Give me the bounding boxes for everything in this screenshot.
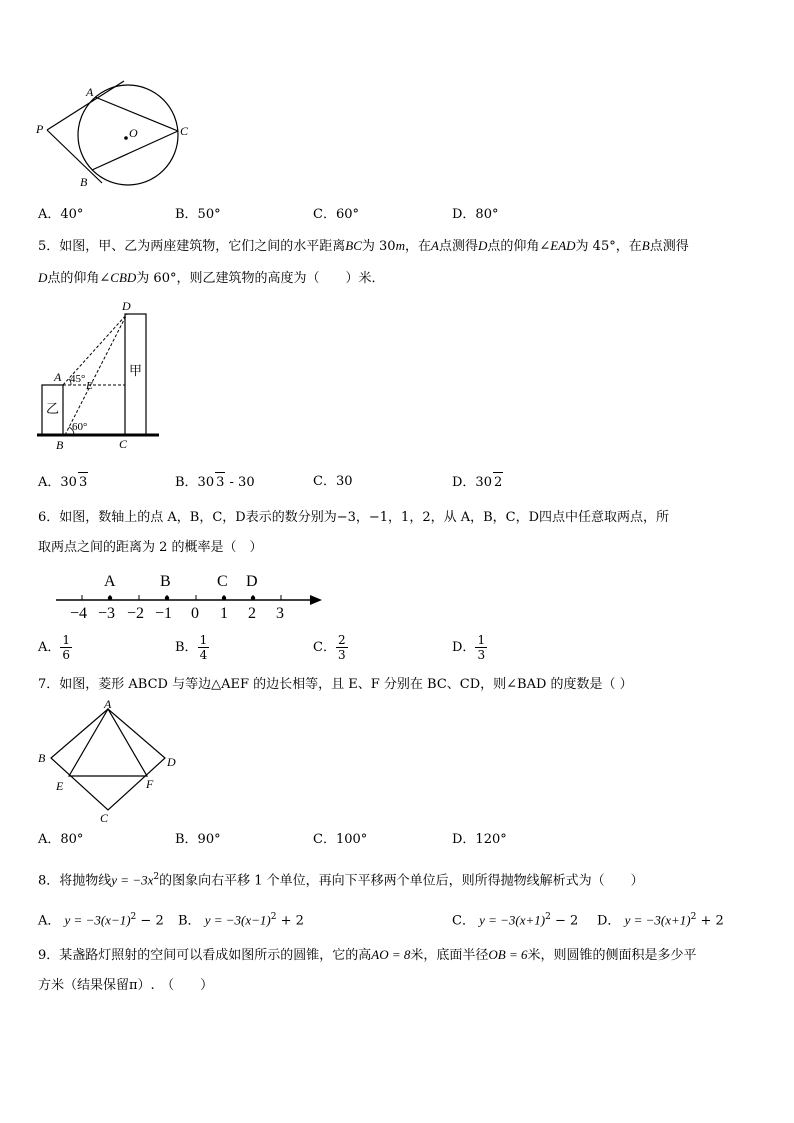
q7-text-line1: 7．如图，菱形 ABCD 与等边△AEF 的边长相等，且 E、F 分别在 BC、CD，则∠BAD 的度数是（ ）: [38, 677, 633, 692]
q4-tangent-pb: [47, 130, 102, 183]
q4-label-a: A: [86, 85, 94, 99]
q5-label-a: A: [54, 370, 62, 384]
q6-label-a: A: [104, 573, 116, 590]
q7-option-c: C．100°: [313, 832, 368, 847]
q5-label-jia: 甲: [129, 363, 143, 378]
q6-axis-arrow: [310, 595, 322, 605]
q5-label-60: 60°: [72, 421, 88, 433]
q6-tick-label: 1: [220, 605, 228, 622]
q4-label-b: B: [80, 175, 88, 189]
q6-tick-label: −3: [98, 605, 116, 622]
q6-tick-label: 2: [248, 605, 256, 622]
q5-option-d: D．30 2: [452, 472, 503, 493]
q7-label-d: D: [167, 755, 176, 769]
q5-label-b: B: [56, 438, 64, 452]
q7-rhombus: [51, 709, 165, 810]
q6-tick-label: −2: [127, 605, 145, 622]
q5-label-e: E: [86, 380, 93, 392]
q6-text-line2: 取两点之间的距离为 2 的概率是（ ）: [38, 540, 263, 555]
q8-option-a: A． $y = -3(x-1)^2 - 2$: [38, 912, 164, 929]
q7-label-a: A: [104, 700, 112, 711]
q5-option-b: B．30 3 - 30: [175, 472, 255, 493]
q9-text-line1: 9．某盏路灯照射的空间可以看成如图所示的圆锥，它的高AO = 8米，底面半径OB = 6米，则圆锥的侧面积是多少平: [38, 947, 697, 963]
q7-option-a: A．80°: [38, 832, 84, 847]
q7-option-d: D．120°: [452, 832, 507, 847]
q6-point-a: [108, 596, 112, 600]
q6-tick-label: 3: [276, 605, 284, 622]
q6-option-d: D． $\frac{1}{3}$: [452, 633, 486, 662]
q5-text-line2: D点的仰角∠CBD为 60°，则乙建筑物的高度为（ ）米．: [38, 270, 385, 286]
q6-label-d: D: [246, 573, 258, 590]
q5-figure: [34, 298, 164, 452]
q5-text-line1: 5．如图，甲、乙为两座建筑物，它们之间的水平距离BC为 30m，在A点测得D点的仰角∠EAD为 45°，在B点测得: [38, 238, 689, 254]
q5-label-d: D: [122, 299, 131, 313]
q4-label-o: O: [129, 126, 138, 140]
q7-label-b: B: [38, 751, 46, 765]
q4-option-a: A．40°: [38, 207, 84, 222]
q4-option-c: C．60°: [313, 207, 359, 222]
q4-center-dot: [124, 136, 128, 140]
q4-figure: [30, 75, 200, 195]
q7-label-c: C: [100, 811, 109, 825]
q6-option-b: B． $\frac{1}{4}$: [175, 633, 208, 662]
q6-tick-label: −1: [155, 605, 173, 622]
q6-option-c: C． $\frac{2}{3}$: [313, 633, 346, 662]
q6-tick-label: −4: [70, 605, 88, 622]
q4-label-c: C: [180, 124, 189, 138]
q5-label-c: C: [119, 437, 128, 451]
q8-text-line1: 8．将抛物线$y = -3x^2$的图象向右平移 1 个单位，再向下平移两个单位后，则所得抛物线解析式为（ ）: [38, 872, 644, 889]
q7-option-b: B．90°: [175, 832, 221, 847]
q6-point-d: [251, 596, 255, 600]
q5-option-c: C．30: [313, 474, 353, 489]
q5-label-yi: 乙: [46, 401, 60, 416]
q7-triangle-aef: [69, 709, 147, 776]
q5-option-a: A．30 3: [38, 472, 88, 493]
q6-point-c: [222, 596, 226, 600]
q7-label-f: F: [146, 777, 154, 791]
q6-option-a: A． $\frac{1}{6}$: [38, 633, 71, 662]
q5-label-45: 45°: [70, 373, 86, 385]
q7-figure: [34, 700, 184, 828]
q4-option-d: D．80°: [452, 207, 499, 222]
q7-label-e: E: [56, 779, 64, 793]
q9-text-line2: 方米（结果保留π）. （ ）: [38, 978, 214, 993]
q4-option-b: B．50°: [175, 207, 221, 222]
q8-option-c: C． $y = -3(x+1)^2 - 2$: [452, 912, 579, 929]
q6-label-c: C: [217, 573, 228, 590]
q8-option-b: B． $y = -3(x-1)^2 + 2$: [178, 912, 304, 929]
q8-option-d: D． $y = -3(x+1)^2 + 2$: [597, 912, 724, 929]
q6-number-line: [50, 568, 330, 624]
q6-text-line1: 6．如图，数轴上的点 A，B，C，D表示的数分别为−3，−1，1，2，从 A，B，C，D四点中任意取两点，所: [38, 510, 670, 525]
q4-label-p: P: [36, 122, 44, 136]
q6-tick-label: 0: [191, 605, 199, 622]
q6-point-b: [165, 596, 169, 600]
q6-label-b: B: [160, 573, 171, 590]
